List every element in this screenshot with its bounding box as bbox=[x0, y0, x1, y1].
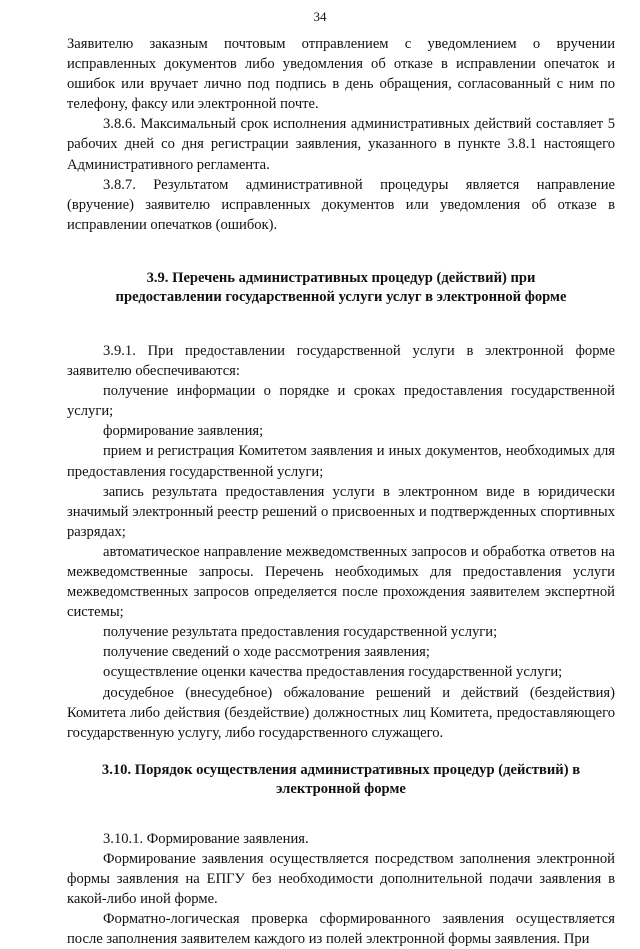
paragraph: Форматно-логическая проверка сформированного заявления осуществляется после заполнения заявителем каждого из полей электронной формы заявления. При bbox=[67, 911, 615, 948]
section-heading-3-9 bbox=[67, 269, 615, 307]
paragraph: 3.8.6. Максимальный срок исполнения административных действий составляет 5 рабочих дней со дня регистрации заявления, указанного в пункте 3.8.1 настоящего Административного регламента. bbox=[67, 116, 615, 173]
heading-line: 3.9. Перечень административных процедур (действий) при bbox=[146, 269, 536, 286]
list-item: получение информации о порядке и сроках предоставления государственной услуги; bbox=[67, 383, 615, 420]
list-item: прием и регистрация Комитетом заявления и иных документов, необходимых для предоставления государственной услуги; bbox=[67, 443, 615, 480]
page-number: 34 bbox=[313, 9, 327, 24]
list-item: формирование заявления; bbox=[103, 423, 264, 440]
list-item: получение результата предоставления государственной услуги; bbox=[103, 624, 498, 641]
heading-line: 3.10. Порядок осуществления административных процедур (действий) в bbox=[101, 761, 581, 778]
paragraph: 3.10.1. Формирование заявления. bbox=[103, 830, 309, 847]
paragraph: Формирование заявления осуществляется посредством заполнения электронной формы заявления на ЕПГУ без необходимости дополнительной подачи заявления в какой-либо иной форме. bbox=[67, 850, 615, 908]
heading-line: электронной форме bbox=[276, 780, 406, 797]
list-item: автоматическое направление межведомственных запросов и обработка ответов на межведомственные запросы. Перечень необходимых для предоставления услуги межведомственных запросов определяется после прохождения заявителем экспертной системы; bbox=[67, 543, 615, 621]
section-heading-3-10 bbox=[67, 761, 615, 799]
document-body bbox=[67, 34, 615, 949]
paragraph: 3.9.1. При предоставлении государственной услуги в электронной форме заявителю обеспечиваются: bbox=[67, 342, 615, 380]
list-item: получение сведений о ходе рассмотрения заявления; bbox=[103, 644, 430, 661]
paragraph: Заявителю заказным почтовым отправлением с уведомлением о вручении исправленных документов либо уведомления об отказе в исправлении опечаток и ошибок или вручает лично под подпись в день обращения, согласованный с ним по телефону, факсу или электронной почте. bbox=[67, 36, 615, 113]
list-item: досудебное (внесудебное) обжалование решений и действий (бездействия) Комитета либо действия (бездействие) должностных лиц Комитета, предоставляющего государственную услугу, либо государственного служащего. bbox=[67, 684, 615, 741]
list-item: осуществление оценки качества предоставления государственной услуги; bbox=[103, 664, 563, 681]
paragraph: 3.8.7. Результатом административной процедуры является направление (вручение) заявителю исправленных документов или уведомления об отказе в исправлении опечатков (ошибок). bbox=[67, 176, 615, 233]
heading-line: предоставлении государственной услуги услуг в электронной форме bbox=[115, 288, 567, 305]
list-item: запись результата предоставления услуги в электронном виде в юридически значимый электронный реестр решений о присвоенных и подтвержденных спортивных разрядах; bbox=[67, 483, 615, 540]
